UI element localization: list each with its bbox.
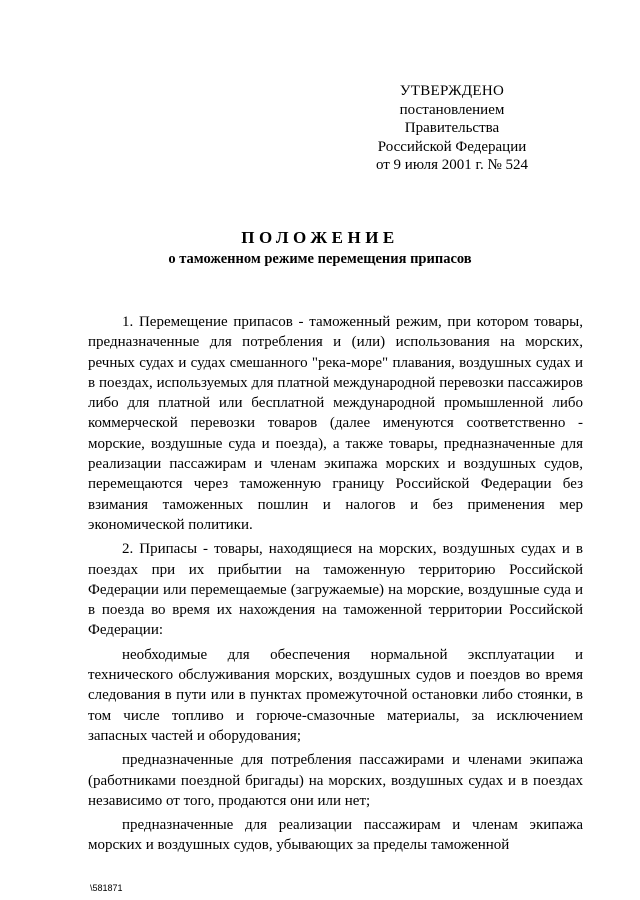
paragraph-1: 1. Перемещение припасов - таможенный режим, при котором товары, предназначенные для потребления и (или) использования на морских, речных судах и судах смешанного "река-море" плавания, воздушных судах и в поездах, используемых для платной международной перевозки пассажиров либо для платной или бесплатной международной промышленной либо коммерческой перевозки товаров (далее именуются соответственно - морские, воздушные суда и поезда), а также товары, предназначенные для реализации пассажирам и членам экипажа морских и воздушных судов, перемещаются через таможенную границу Российской Федерации без взимания таможенных пошлин и налогов и без применения мер экономической политики. [88, 314, 583, 533]
paragraph-5: предназначенные для реализации пассажирам и членам экипажа морских и воздушных судов, убывающих за пределы таможенной [88, 817, 583, 854]
approval-heading: УТВЕРЖДЕНО [399, 83, 505, 99]
approval-line-1: постановлением Правительства [399, 101, 505, 136]
paragraph-3: необходимые для обеспечения нормальной эксплуатации и технического обслуживания морских, воздушных судов и поездов во время следования в пути или в пунктах промежуточной остановки либо стоянки, в том числе топливо и горюче-смазочные материалы, за исключением запасных частей и оборудования; [88, 646, 583, 744]
approval-line-3: от 9 июля 2001 г. № 524 [375, 157, 529, 173]
document-subtitle: о таможенном режиме перемещения припасов [168, 251, 472, 267]
approval-line-2: Российской Федерации [377, 138, 527, 155]
document-title: ПОЛОЖЕНИЕ [241, 228, 399, 247]
document-code: \581871 [90, 883, 123, 893]
document-body [88, 312, 583, 856]
paragraph-4: предназначенные для потребления пассажирами и членами экипажа (работниками поездной бригады) на морских, воздушных судах и в поездах независимо от того, продаются они или нет; [88, 752, 583, 809]
paragraph-2: 2. Припасы - товары, находящиеся на морских, воздушных судах и в поездах при их прибытии на таможенную территорию Российской Федерации или перемещаемые (загружаемые) на морские, воздушные суда и в поезда во время их нахождения на таможенной территории Российской Федерации: [88, 541, 583, 639]
approval-block [352, 82, 552, 175]
